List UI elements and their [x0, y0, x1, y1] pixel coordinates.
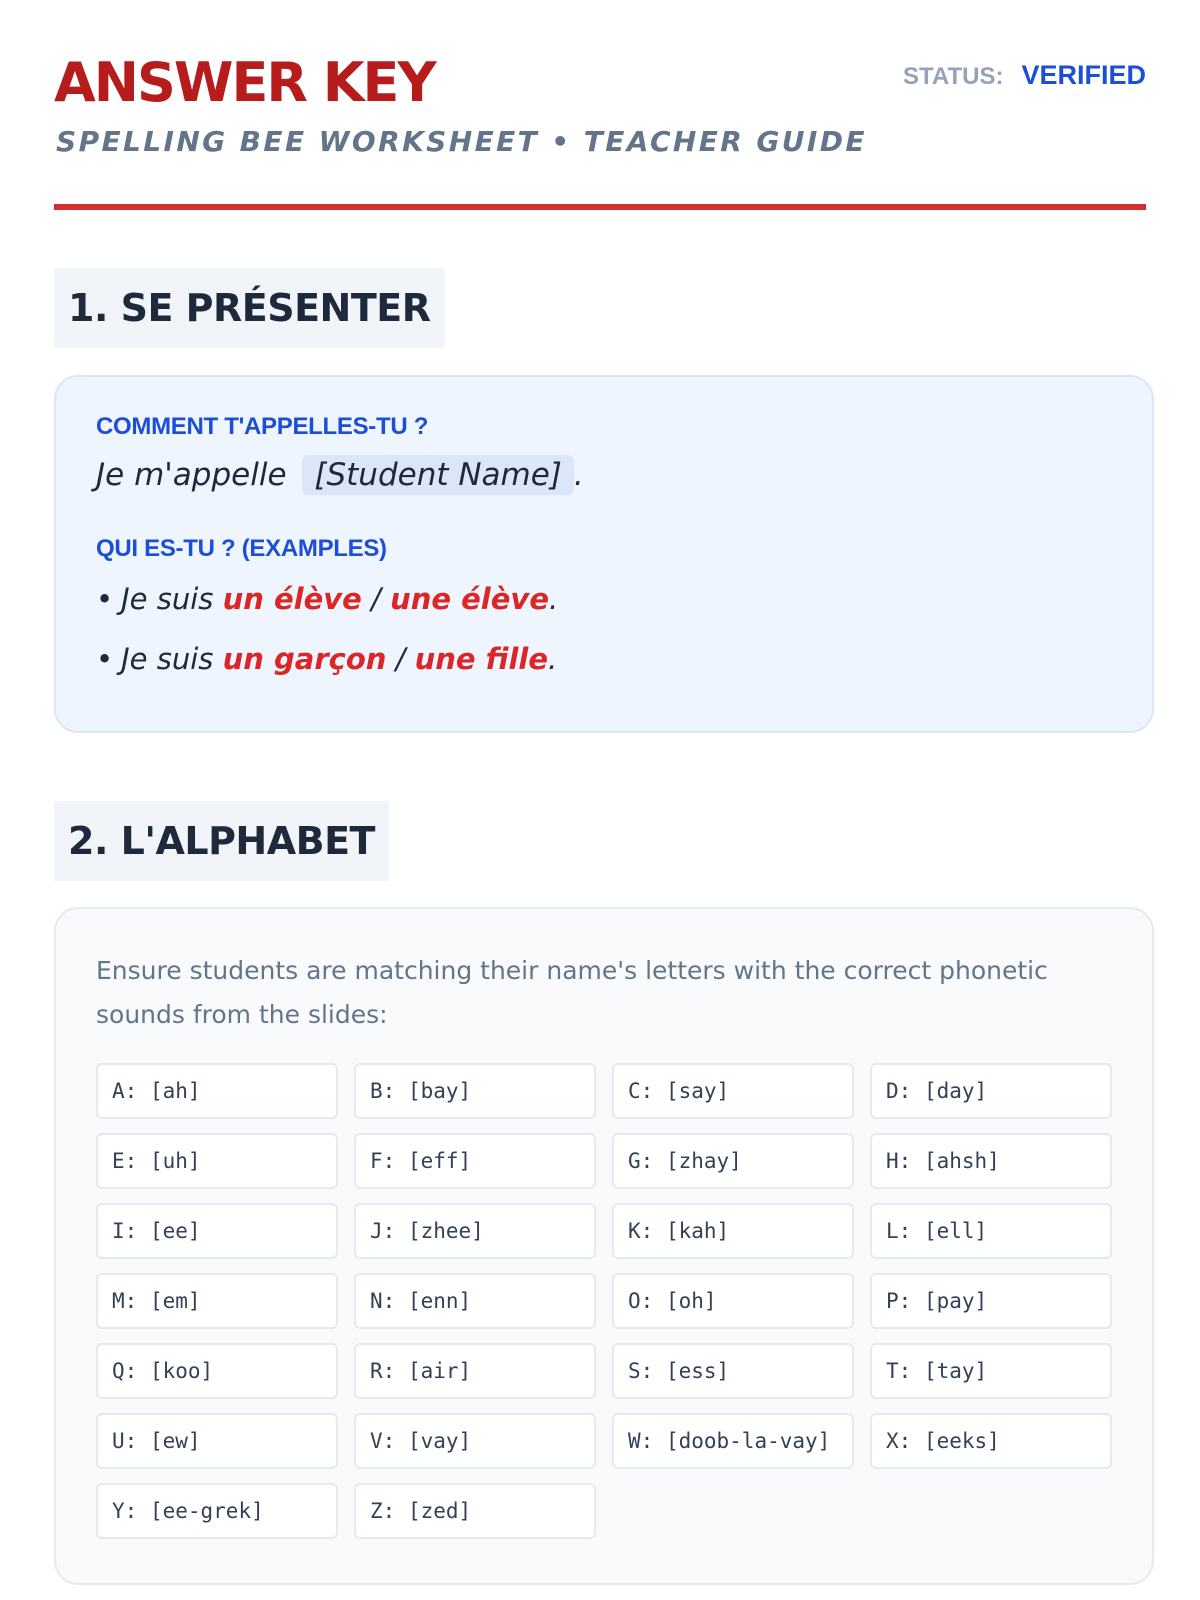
status-value: VERIFIED [1021, 60, 1146, 90]
alphabet-cell-g: G : [zhay] [612, 1133, 854, 1189]
alphabet-sound: [ah] [149, 1079, 201, 1103]
alphabet-letter: J [370, 1219, 383, 1243]
alphabet-cell-x: X : [eeks] [870, 1413, 1112, 1469]
alphabet-cell-l: L : [ell] [870, 1203, 1112, 1259]
alphabet-grid [96, 1063, 1112, 1539]
alphabet-sound: [kah] [665, 1219, 730, 1243]
alphabet-cell-t: T : [tay] [870, 1343, 1112, 1399]
alphabet-sound: [doob-la-vay] [665, 1429, 831, 1453]
alphabet-letter: H [886, 1149, 899, 1173]
student-name-placeholder: [Student Name] [302, 455, 574, 495]
alphabet-sound: [zed] [407, 1499, 472, 1523]
alphabet-sound: [em] [149, 1289, 201, 1313]
example-end: . [548, 642, 558, 676]
alphabet-sound: [oh] [665, 1289, 717, 1313]
alphabet-letter: T [886, 1359, 899, 1383]
alphabet-card [54, 907, 1154, 1585]
example-end: . [548, 582, 559, 616]
alphabet-sound: [tay] [923, 1359, 988, 1383]
alphabet-cell-h: H : [ahsh] [870, 1133, 1112, 1189]
alphabet-cell-d: D : [day] [870, 1063, 1112, 1119]
alphabet-sound: [uh] [149, 1149, 201, 1173]
alphabet-cell-z: Z : [zed] [354, 1483, 596, 1539]
alphabet-sound: [ee] [149, 1219, 201, 1243]
alphabet-letter: I [112, 1219, 125, 1243]
alphabet-intro: Ensure students are matching their name's letters with the correct phonetic sounds from the slides: [96, 956, 1048, 1029]
alphabet-letter: B [370, 1079, 383, 1103]
alphabet-letter: E [112, 1149, 125, 1173]
alphabet-cell-a: A : [ah] [96, 1063, 338, 1119]
section-heading-se-presenter: 1. SE PRÉSENTER [54, 268, 445, 348]
example-separator: / [395, 642, 406, 676]
example-line [96, 577, 1112, 621]
alphabet-cell-y: Y : [ee-grek] [96, 1483, 338, 1539]
header [54, 0, 1146, 210]
alphabet-letter: V [370, 1429, 383, 1453]
alphabet-letter: P [886, 1289, 899, 1313]
alphabet-sound: [day] [923, 1079, 988, 1103]
alphabet-cell-b: B : [bay] [354, 1063, 596, 1119]
alphabet-sound: [ell] [923, 1219, 988, 1243]
answer-name-line [96, 455, 1112, 495]
page-subtitle: SPELLING BEE WORKSHEET • TEACHER GUIDE [56, 125, 867, 158]
alphabet-cell-p: P : [pay] [870, 1273, 1112, 1329]
alphabet-cell-q: Q : [koo] [96, 1343, 338, 1399]
question-identity-label: QUI ES-TU ? (EXAMPLES) [96, 535, 387, 562]
bullet: • [96, 582, 114, 616]
alphabet-letter: Z [370, 1499, 383, 1523]
alphabet-cell-v: V : [vay] [354, 1413, 596, 1469]
alphabet-letter: R [370, 1359, 383, 1383]
alphabet-letter: U [112, 1429, 125, 1453]
question-name-label: COMMENT T'APPELLES-TU ? [96, 413, 429, 440]
alphabet-letter: F [370, 1149, 383, 1173]
alphabet-letter: D [886, 1079, 899, 1103]
example-separator: / [371, 582, 381, 616]
alphabet-sound: [pay] [923, 1289, 988, 1313]
alphabet-sound: [zhee] [407, 1219, 484, 1243]
example-feminine: une fille [414, 642, 549, 676]
alphabet-cell-j: J : [zhee] [354, 1203, 596, 1259]
alphabet-sound: [eeks] [923, 1429, 1000, 1453]
alphabet-letter: X [886, 1429, 899, 1453]
alphabet-cell-i: I : [ee] [96, 1203, 338, 1259]
example-prefix: Je suis [121, 642, 214, 676]
se-presenter-card [54, 375, 1154, 733]
alphabet-sound: [ee-grek] [149, 1499, 264, 1523]
alphabet-sound: [bay] [407, 1079, 472, 1103]
alphabet-sound: [ess] [665, 1359, 730, 1383]
alphabet-sound: [koo] [149, 1359, 214, 1383]
status-label: STATUS: [903, 63, 1004, 90]
example-feminine: une élève [390, 582, 549, 616]
page-title: ANSWER KEY [54, 51, 435, 114]
example-masculine: un élève [222, 582, 362, 616]
alphabet-letter: S [628, 1359, 641, 1383]
alphabet-cell-r: R : [air] [354, 1343, 596, 1399]
alphabet-cell-e: E : [uh] [96, 1133, 338, 1189]
alphabet-letter: N [370, 1289, 383, 1313]
answer-prefix: Je m'appelle [96, 457, 287, 493]
alphabet-letter: M [112, 1289, 125, 1313]
alphabet-letter: A [112, 1079, 125, 1103]
alphabet-letter: Y [112, 1499, 125, 1523]
alphabet-letter: K [628, 1219, 641, 1243]
status-badge [903, 62, 1146, 89]
alphabet-sound: [air] [407, 1359, 472, 1383]
alphabet-letter: L [886, 1219, 899, 1243]
alphabet-sound: [enn] [407, 1289, 472, 1313]
section-heading-alphabet: 2. L'ALPHABET [54, 801, 389, 881]
example-masculine: un garçon [222, 642, 387, 676]
alphabet-sound: [say] [665, 1079, 730, 1103]
alphabet-cell-w: W : [doob-la-vay] [612, 1413, 854, 1469]
bullet: • [96, 642, 114, 676]
alphabet-cell-o: O : [oh] [612, 1273, 854, 1329]
alphabet-sound: [ew] [149, 1429, 201, 1453]
alphabet-letter: W [628, 1429, 641, 1453]
alphabet-sound: [eff] [407, 1149, 472, 1173]
alphabet-cell-n: N : [enn] [354, 1273, 596, 1329]
alphabet-sound: [zhay] [665, 1149, 742, 1173]
answer-suffix: . [573, 457, 584, 493]
alphabet-letter: Q [112, 1359, 125, 1383]
alphabet-letter: C [628, 1079, 641, 1103]
alphabet-sound: [vay] [407, 1429, 472, 1453]
alphabet-cell-u: U : [ew] [96, 1413, 338, 1469]
alphabet-cell-f: F : [eff] [354, 1133, 596, 1189]
alphabet-letter: O [628, 1289, 641, 1313]
example-line [96, 637, 1112, 681]
alphabet-cell-s: S : [ess] [612, 1343, 854, 1399]
alphabet-letter: G [628, 1149, 641, 1173]
alphabet-sound: [ahsh] [923, 1149, 1000, 1173]
alphabet-cell-k: K : [kah] [612, 1203, 854, 1259]
example-prefix: Je suis [121, 582, 214, 616]
alphabet-cell-c: C : [say] [612, 1063, 854, 1119]
alphabet-cell-m: M : [em] [96, 1273, 338, 1329]
